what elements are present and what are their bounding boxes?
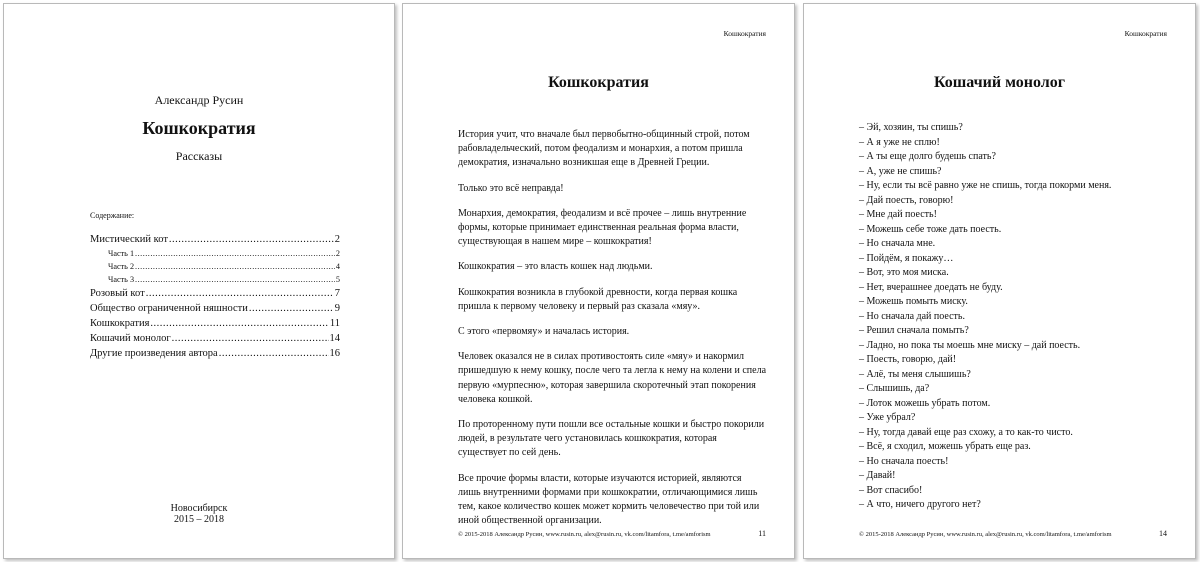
- dialog-line: – Но сначала дай поесть.: [859, 310, 965, 322]
- toc-entry-label: Часть 3: [108, 275, 135, 284]
- toc-entry-label: Часть 2: [108, 262, 135, 271]
- story-page-14: [803, 3, 1196, 559]
- publication-info: [4, 503, 394, 525]
- toc-leader-dots: [146, 286, 334, 301]
- paragraph: Человек оказался не в силах противостоять силе «мяу» и накормил пришедшую к нему кошку, после чего та легла к нему на колени и спела первую «мурпесню», которая завершила скоротечный этап покорения человека кошкой.: [458, 351, 767, 405]
- dialog-line: – Ну, если ты всё равно уже не спишь, тогда покорми меня.: [859, 180, 1112, 191]
- paragraph: Только это всё неправда!: [458, 182, 564, 194]
- toc-entry-page: 5: [335, 275, 340, 284]
- dialog-line: – Решил сначала помыть?: [859, 325, 969, 336]
- toc-entry[interactable]: [90, 260, 340, 273]
- dialog-line: – Всё, я сходил, можешь убрать еще раз.: [859, 441, 1031, 452]
- toc-leader-dots: [150, 316, 328, 331]
- dialog-line: – А ты еще долго будешь спать?: [859, 151, 996, 162]
- dialog-line: – Вот спасибо!: [859, 484, 923, 496]
- toc-entry[interactable]: [90, 232, 340, 247]
- toc-entry-label: Другие произведения автора: [90, 348, 218, 359]
- dialog-line: – Слышишь, да?: [859, 383, 930, 394]
- toc-leader-dots: [172, 331, 329, 346]
- toc-entry-label: Общество ограниченной няшности: [90, 303, 248, 314]
- dialog-lines: [859, 121, 1179, 513]
- paragraph: Кошкократия – это власть кошек над людьми.: [458, 261, 653, 273]
- dialog-line: – Эй, хозяин, ты спишь?: [859, 122, 963, 133]
- publication-years: 2015 – 2018: [174, 514, 224, 525]
- paragraph: История учит, что вначале был первобытно-общинный строй, потом рабовладельческий, потом феодализм и монархия, а потом пришла демократия, изначально возникшая еще в Древней Греции.: [458, 129, 750, 169]
- dialog-line: – Можешь себе тоже дать поесть.: [859, 223, 1002, 235]
- dialog-line: – Ну, тогда давай еще раз схожу, а то как-то чисто.: [859, 426, 1073, 438]
- toc-entry-label: Розовый кот: [90, 288, 145, 299]
- story-title: Кошкократия: [548, 74, 649, 91]
- dialog-line: – Нет, вчерашнее доедать не буду.: [859, 281, 1003, 293]
- dialog-line: – Мне дай поесть!: [859, 209, 937, 220]
- running-header: Кошкократия: [1124, 29, 1167, 38]
- toc-heading: Содержание:: [90, 211, 135, 220]
- toc-entry-page: 14: [329, 333, 340, 344]
- toc-entry-page: 9: [334, 303, 340, 314]
- dialog-line: – Давай!: [859, 470, 896, 481]
- author-name: Александр Русин: [154, 93, 244, 107]
- dialog-line: – Но сначала поесть!: [859, 455, 949, 467]
- toc-leader-dots: [249, 301, 334, 316]
- footer-copyright: © 2015-2018 Александр Русин, www.rusin.ru, alex@rusin.ru, vk.com/litamfora, t.me/amforism: [859, 531, 1112, 538]
- toc-entry[interactable]: [90, 316, 340, 331]
- book-subtitle: Рассказы: [175, 149, 223, 163]
- story-body: [458, 128, 766, 539]
- dialog-line: – Дай поесть, говорю!: [859, 194, 954, 206]
- table-of-contents: [90, 232, 340, 361]
- story-page-11: [402, 3, 795, 559]
- toc-entry-label: Мистический кот: [90, 234, 168, 245]
- dialog-line: – Поесть, говорю, дай!: [859, 354, 957, 365]
- toc-entry-page: 2: [335, 249, 340, 258]
- dialog-line: – Алё, ты меня слышишь?: [859, 368, 971, 380]
- cover-page: [3, 3, 395, 559]
- toc-entry-page: 16: [329, 348, 340, 359]
- page-number: 11: [758, 529, 766, 538]
- dialog-line: – Лоток можешь убрать потом.: [859, 397, 991, 409]
- toc-leader-dots: [135, 260, 335, 273]
- story-title: Кошачий монолог: [933, 74, 1066, 91]
- toc-entry-label: Часть 1: [108, 249, 135, 258]
- toc-entry[interactable]: [90, 301, 340, 316]
- toc-leader-dots: [135, 247, 335, 260]
- page-footer: [458, 529, 766, 538]
- dialog-line: – А что, ничего другого нет?: [859, 499, 981, 510]
- toc-entry[interactable]: [90, 331, 340, 346]
- toc-entry-page: 2: [334, 234, 340, 245]
- publication-city: Новосибирск: [170, 503, 228, 514]
- toc-entry[interactable]: [90, 247, 340, 260]
- dialog-line: – Можешь помыть миску.: [859, 296, 968, 307]
- paragraph: С этого «первомяу» и началась история.: [458, 326, 630, 338]
- toc-leader-dots: [135, 273, 335, 286]
- paragraph: Кошкократия возникла в глубокой древности, когда первая кошка пришла к первому человеку и первый раз сказала «мяу».: [458, 286, 738, 312]
- toc-entry[interactable]: [90, 346, 340, 361]
- toc-entry-label: Кошачий монолог: [90, 333, 171, 344]
- toc-entry-page: 4: [335, 262, 340, 271]
- dialog-line: – Вот, это моя миска.: [859, 267, 949, 278]
- paragraph: По проторенному пути пошли все остальные кошки и быстро покорили людей, в результате чего установилась кошкократия, которая существует по сей день.: [458, 419, 765, 459]
- dialog-line: – А, уже не спишь?: [859, 165, 942, 177]
- toc-entry[interactable]: [90, 286, 340, 301]
- page-number: 14: [1159, 529, 1167, 538]
- toc-entry-label: Кошкократия: [90, 318, 150, 329]
- dialog-line: – Уже убрал?: [859, 412, 916, 423]
- toc-entry-page: 7: [334, 288, 340, 299]
- toc-leader-dots: [169, 232, 334, 247]
- page-footer: [859, 529, 1167, 538]
- book-title: Кошкократия: [142, 118, 256, 138]
- toc-entry-page: 11: [329, 318, 340, 329]
- dialog-line: – Пойдём, я покажу…: [859, 252, 954, 264]
- footer-copyright: © 2015-2018 Александр Русин, www.rusin.ru, alex@rusin.ru, vk.com/litamfora, t.me/amforism: [458, 531, 711, 538]
- toc-entry[interactable]: [90, 273, 340, 286]
- dialog-line: – А я уже не сплю!: [859, 136, 940, 148]
- paragraph: Монархия, демократия, феодализм и всё прочее – лишь внутренние формы, которые принимает единственная реальная форма власти, существующая в нашем мире – кошкократия!: [458, 207, 747, 248]
- running-header: Кошкократия: [723, 29, 766, 38]
- toc-leader-dots: [219, 346, 329, 361]
- paragraph: Все прочие формы власти, которые изучаются историей, являются лишь внутренними формами при кошкократии, отличающимися лишь тем, какое количество кошек может кормить человечество при той или иной общественной организации.: [458, 472, 760, 527]
- dialog-line: – Но сначала мне.: [859, 238, 936, 249]
- dialog-line: – Ладно, но пока ты моешь мне миску – дай поесть.: [859, 339, 1081, 351]
